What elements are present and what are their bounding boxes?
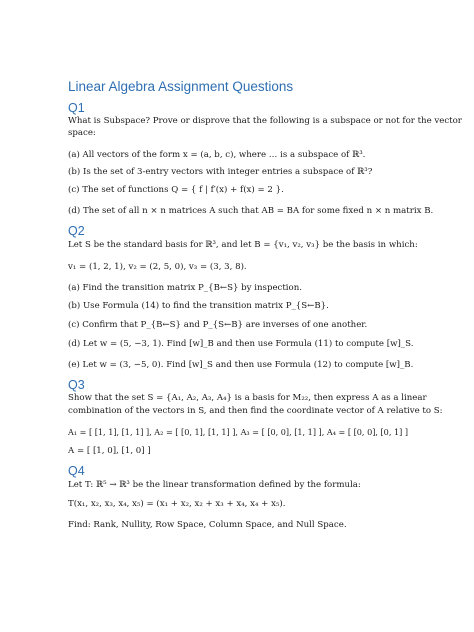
q2-part-b: (b) Use Formula (14) to find the transition matrix P_{S←B}. — [68, 301, 329, 311]
q1-intro-line-1: What is Subspace? Prove or disprove that the following is a subspace or not for the vector — [68, 116, 462, 126]
q3-matrix-a: A = [ [1, 0], [1, 0] ] — [68, 446, 151, 456]
q1-part-a: (a) All vectors of the form x = (a, b, c), where … is a subspace of ℝ³. — [68, 150, 366, 160]
q3-heading: Q3 — [68, 378, 85, 392]
q2-intro: Let S be the standard basis for ℝ³, and let B = {v₁, v₂, v₃} be the basis in which: — [68, 240, 418, 250]
q4-heading: Q4 — [68, 464, 85, 478]
q1-part-d: (d) The set of all n × n matrices A such that AB = BA for some fixed n × n matrix B. — [68, 206, 434, 216]
q2-part-d: (d) Let w = (5, −3, 1). Find [w]_B and then use Formula (11) to compute [w]_S. — [68, 339, 414, 349]
q1-heading: Q1 — [68, 101, 85, 115]
q2-part-a: (a) Find the transition matrix P_{B←S} by inspection. — [68, 283, 302, 293]
q2-heading: Q2 — [68, 224, 85, 238]
q2-part-e: (e) Let w = (3, −5, 0). Find [w]_S and then use Formula (12) to compute [w]_B. — [68, 360, 414, 370]
document-title: Linear Algebra Assignment Questions — [68, 79, 294, 94]
q1-part-c: (c) The set of functions Q = { f | f′(x) + f(x) = 2 }. — [68, 185, 284, 195]
q3-intro-line-1: Show that the set S = {A₁, A₂, A₃, A₄} is a basis for M₂₂, then express A as a linear — [68, 393, 427, 403]
q1-part-b: (b) Is the set of 3-entry vectors with integer entries a subspace of ℝ³? — [68, 167, 373, 177]
q4-intro: Let T: ℝ⁵ → ℝ³ be the linear transformation defined by the formula: — [68, 480, 361, 490]
q3-basis-matrices: A₁ = [ [1, 1], [1, 1] ], A₂ = [ [0, 1], [1, 1] ], A₃ = [ [0, 0], [1, 1] ], A₄ = [ [0, 0], [0, 1] ] — [68, 427, 409, 437]
q4-find: Find: Rank, Nullity, Row Space, Column Space, and Null Space. — [68, 520, 347, 530]
q2-part-c: (c) Confirm that P_{B←S} and P_{S←B} are inverses of one another. — [68, 320, 368, 330]
q2-vectors: v₁ = (1, 2, 1), v₂ = (2, 5, 0), v₃ = (3, 3, 8). — [68, 262, 247, 272]
q1-intro-line-2: space: — [68, 128, 96, 138]
q3-intro-line-2: combination of the vectors in S, and then find the coordinate vector of A relative to S: — [68, 406, 443, 416]
q4-formula: T(x₁, x₂, x₃, x₄, x₅) = (x₁ + x₂, x₂ + x₃ + x₄, x₄ + x₅). — [68, 499, 286, 509]
